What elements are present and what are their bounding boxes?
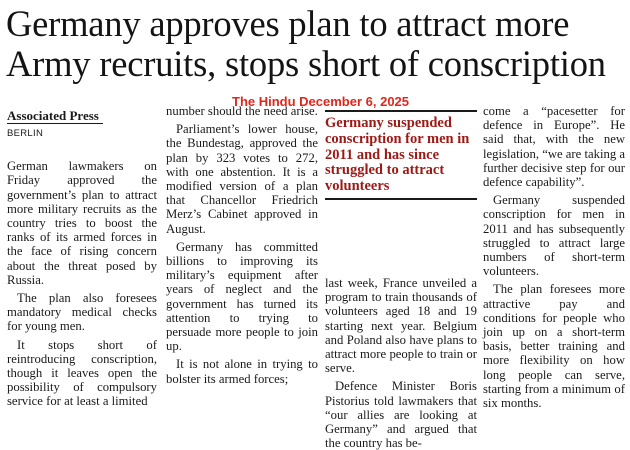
- paragraph: Germany suspended conscription for men in 2011 and has subsequently struggled to attract large numbers of short-term volunteers.: [483, 193, 625, 279]
- paragraph: The plan also foresees mandatory medical checks for young men.: [7, 291, 157, 334]
- column-2: [166, 104, 318, 386]
- paragraph: German lawmakers on Friday approved the government’s plan to attract more military recruits as the country tries to boost the ranks of its armed forces in the face of rising concern about the threat posed by Russia.: [7, 159, 157, 287]
- paragraph: last week, France unveiled a program to train thousands of volunteers aged 18 and 19 starting next year. Belgium and Poland also have plans to attract more people to train or serve.: [325, 275, 477, 376]
- pull-quote: Germany suspended conscription for men in 2011 and has since struggled to attract volunteers: [325, 110, 477, 200]
- byline: [7, 109, 157, 141]
- paragraph: Parliament’s lower house, the Bundestag, approved the plan by 323 votes to 272, with one abstention. It is a modified version of a plan that Chancellor Friedrich Merz’s Cabinet approved in August.: [166, 122, 318, 236]
- paragraph: It stops short of reintroducing conscription, though it leaves open the possibility of compulsory service for at least a limited: [7, 337, 157, 409]
- headline-line-1: Germany approves plan to attract more: [6, 3, 570, 44]
- source-credit: The Hindu December 6, 2025: [232, 94, 410, 109]
- paragraph: Defence Minister Boris Pistorius told lawmakers that “our allies are looking at Germany” and argued that the country has be-: [325, 379, 477, 450]
- paragraph: number should the need arise.: [166, 104, 318, 118]
- paragraph: It is not alone in trying to bolster its armed forces;: [166, 357, 318, 386]
- paragraph: Germany has committed billions to improving its military’s equipment after years of neglect and the government has turned its attention to trying to persuade more people to join up.: [166, 239, 318, 354]
- headline-line-2: Army recruits, stops short of conscription: [6, 43, 606, 84]
- column-3: [325, 104, 477, 450]
- agency-name: Associated Press: [7, 109, 103, 124]
- dateline: BERLIN: [7, 128, 44, 139]
- column-4: [483, 104, 625, 410]
- headline: [6, 4, 626, 84]
- column-1: [7, 104, 157, 409]
- paragraph: The plan foresees more attractive pay and conditions for people who join up on a short-term basis, better training and more flexibility on how long people can serve, starting from a minimum of six months.: [483, 282, 625, 411]
- paragraph: come a “pacesetter for defence in Europe”. He said that, with the new legislation, “we are taking a further decisive step for our defence capability”.: [483, 104, 625, 190]
